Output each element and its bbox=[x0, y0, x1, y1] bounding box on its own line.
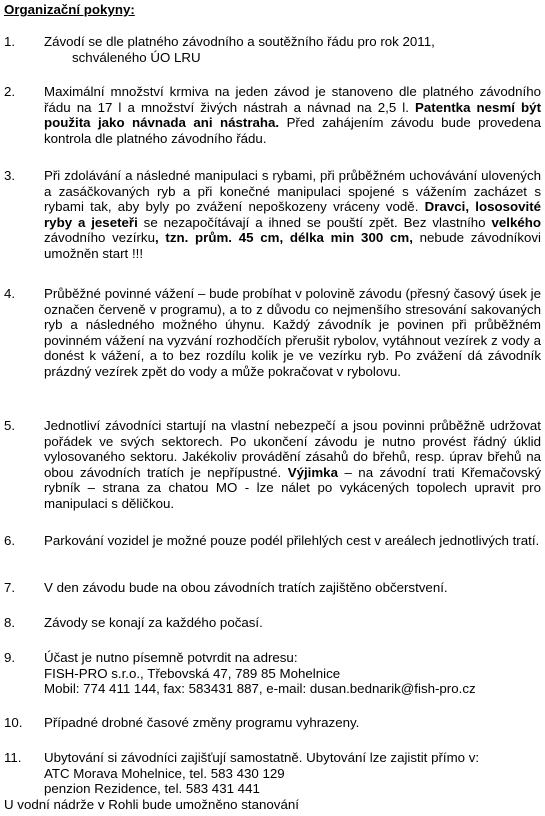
item-number: 2. bbox=[4, 84, 16, 99]
list-item-6 bbox=[4, 533, 541, 549]
item-text: Při zdolávání a následné manipulaci s rybami, při průběžném uchovávání ulovených a zasáčkovaných ryb a při konečné manipulaci spojené s vážením zacházet s rybami tak, aby byly po zvážení nepoškozeny vráceny vodě. Dravci, lososovité ryby a jeseteři se nezapočítávají a ihned se pouští zpět. Bez vlastního velkého závodního vezírku, tzn. prům. 45 cm, délka min 300 cm, nebude závodníkovi umožněn start !!! bbox=[44, 168, 542, 261]
footer-note: U vodní nádrže v Rohli bude umožněno stanování bbox=[4, 797, 299, 812]
item-text: V den závodu bude na obou závodních tratích zajištěno občerstvení. bbox=[44, 580, 448, 595]
item-text: Průběžné povinné vážení – bude probíhat v polovině závodu (přesný časový úsek je označen červeně v programu), a to z důvodu co nejmenšího stresování sakovaných ryb a následného možného úhynu. Každý závodník je povinen při průběžném povinném vážení na vyzvání rozhodčích přerušit rybolov, vytáhnout vezírek z vody a donést k vážení, a to bez rozdílu kolik je ve vezírku ryb. Po zvážení dá závodník prázdný vezírek zpět do vody a může pokračovat v rybolovu. bbox=[44, 286, 541, 379]
list-item-9 bbox=[4, 650, 541, 697]
list-item-4 bbox=[4, 286, 541, 380]
list-item-5 bbox=[4, 418, 541, 512]
list-item-1 bbox=[4, 34, 541, 65]
item-text: Závodí se dle platného závodního a soutěžního řádu pro rok 2011, schváleného ÚO LRU bbox=[44, 34, 435, 65]
list-item-7 bbox=[4, 580, 541, 596]
item-text: Účast je nutno písemně potvrdit na adresu: FISH-PRO s.r.o., Třebovská 47, 789 85 Mohelnice Mobil: 774 411 144, fax: 583431 887, e-mail: dusan.bednarik@fish-pro.cz bbox=[44, 650, 476, 697]
list-item-8 bbox=[4, 615, 541, 631]
item-number: 6. bbox=[4, 533, 16, 548]
list-item-2 bbox=[4, 84, 541, 146]
list-item-10 bbox=[4, 715, 541, 731]
item-number: 4. bbox=[4, 286, 16, 301]
list-item-11 bbox=[4, 750, 541, 797]
item-number: 3. bbox=[4, 168, 16, 183]
item-number: 9. bbox=[4, 650, 16, 665]
item-number: 7. bbox=[4, 580, 16, 595]
list-item-3 bbox=[4, 168, 541, 262]
item-text: Závody se konají za každého počasí. bbox=[44, 615, 263, 630]
item-number: 8. bbox=[4, 615, 16, 630]
item-text: Případné drobné časové změny programu vyhrazeny. bbox=[44, 715, 360, 730]
item-text: Ubytování si závodníci zajišťují samostatně. Ubytování lze zajistit přímo v: ATC Morava Mohelnice, tel. 583 430 129 penzion Rezidence, tel. 583 431 441 bbox=[44, 750, 480, 797]
item-text: Maximální množství krmiva na jeden závod je stanoveno dle platného závodního řádu na 17 l a množství živých nástrah a návnad na 2,5 l. Patentka nesmí být použita jako návnada ani nástraha. Před zahájením závodu bude provedena kontrola dle platného závodního řádu. bbox=[44, 84, 541, 146]
item-number: 1. bbox=[4, 34, 16, 49]
item-number: 5. bbox=[4, 418, 16, 433]
item-number: 11. bbox=[4, 750, 22, 765]
item-text: Jednotliví závodníci startují na vlastní nebezpečí a jsou povinni průběžně udržovat pořádek ve svých sektorech. Po ukončení závodu je nutno provést řádný úklid vylosovaného sektoru. Jakékoliv provádění zásahů do břehů, resp. úprav břehů na obou závodních tratích je nepřípustné. Výjimka – na závodní trati Křemačovský rybník – strana za chatou MO - lze nálet po vykácených topolech upravit pro manipulaci s děličkou. bbox=[44, 418, 541, 511]
page-title: Organizační pokyny: bbox=[4, 2, 135, 17]
item-number: 10. bbox=[4, 715, 23, 730]
item-text: Parkování vozidel je možné pouze podél přilehlých cest v areálech jednotlivých tratí. bbox=[44, 533, 540, 548]
